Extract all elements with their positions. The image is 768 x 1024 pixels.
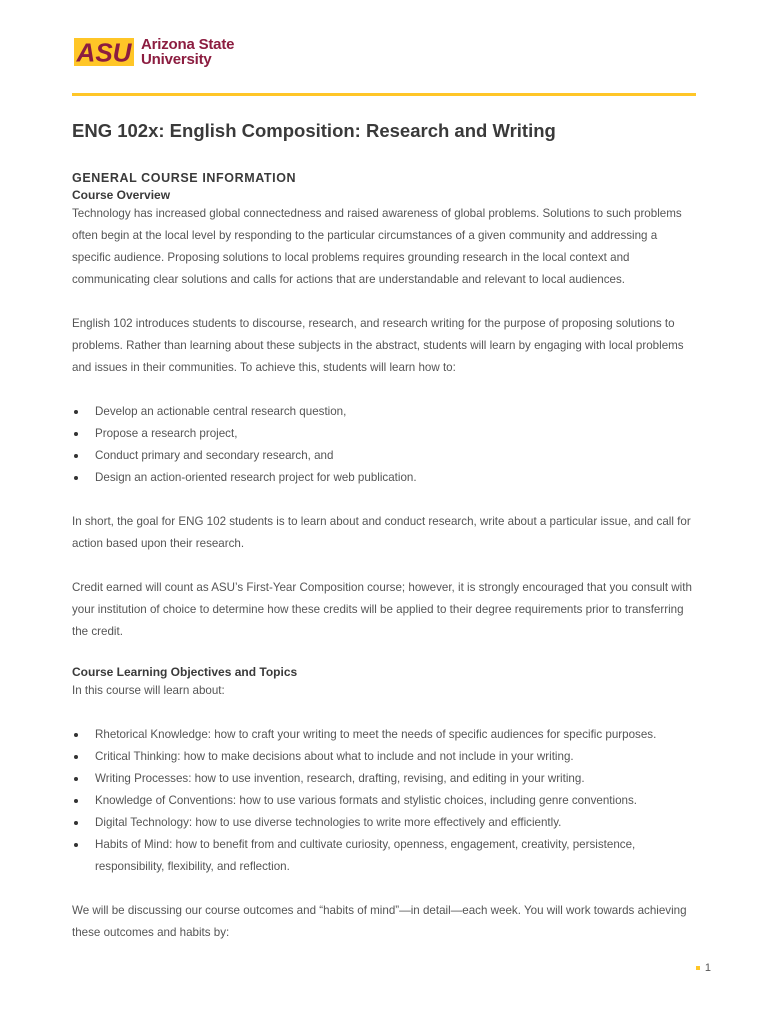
overview-paragraph-1: Technology has increased global connectedness and raised awareness of global problems. Solutions to such problems often begin at the local level by responding to the particular circumstances of a given community and addressing a specific audience. Proposing solutions to local problems requires grounding research in the local context and communicating clear solutions and calls for actions that are understandable and relevant to local audiences. [72, 207, 682, 286]
logo-mark-text: ASU [76, 37, 132, 67]
list-item: Conduct primary and secondary research, and [72, 445, 696, 467]
page-number: 1 [704, 962, 711, 974]
logo-wordmark-line2: University [141, 51, 212, 68]
list-item: Propose a research project, [72, 423, 696, 445]
asu-logo [74, 36, 234, 68]
closing-paragraph: We will be discussing our course outcomes and “habits of mind”—in detail—each week. You will work towards achieving these outcomes and habits by: [72, 904, 687, 939]
overview-paragraph-2: English 102 introduces students to discourse, research, and research writing for the purpose of proposing solutions to problems. Rather than learning about these subjects in the abstract, students will learn by engaging with local problems and issues in their communities. To achieve this, students will learn how to: [72, 317, 684, 374]
header-divider [72, 93, 696, 96]
logo-wordmark [141, 37, 234, 67]
objectives-heading: Course Learning Objectives and Topics [72, 665, 298, 679]
list-item: Rhetorical Knowledge: how to craft your writing to meet the needs of specific audiences for specific purposes. [72, 724, 696, 746]
asu-logo-mark [74, 37, 134, 67]
section-heading: GENERAL COURSE INFORMATION [72, 171, 297, 185]
list-item: Digital Technology: how to use diverse technologies to write more effectively and efficiently. [72, 812, 696, 834]
list-item: Develop an actionable central research question, [72, 401, 696, 423]
footer-marker [696, 966, 700, 970]
list-item: Knowledge of Conventions: how to use various formats and stylistic choices, including genre conventions. [72, 790, 696, 812]
page-footer [696, 962, 711, 974]
overview-bullet-list [72, 401, 696, 489]
overview-heading: Course Overview [72, 188, 171, 202]
objectives-bullet-list [72, 724, 696, 878]
goal-paragraph: In short, the goal for ENG 102 students is to learn about and conduct research, write about a particular issue, and call for action based upon their research. [72, 515, 691, 550]
credit-paragraph: Credit earned will count as ASU’s First-Year Composition course; however, it is strongly encouraged that you consult with your institution of choice to determine how these credits will be applied to their degree requirements prior to transferring the credit. [72, 581, 692, 638]
list-item: Critical Thinking: how to make decisions about what to include and not include in your writing. [72, 746, 696, 768]
logo-wordmark-line1: Arizona State [141, 36, 235, 53]
document-title: ENG 102x: English Composition: Research and Writing [72, 120, 556, 141]
list-item: Writing Processes: how to use invention, research, drafting, revising, and editing in your writing. [72, 768, 696, 790]
list-item: Design an action-oriented research project for web publication. [72, 467, 696, 489]
list-item: Habits of Mind: how to benefit from and cultivate curiosity, openness, engagement, creativity, persistence, responsibility, flexibility, and reflection. [72, 834, 696, 878]
objectives-intro: In this course will learn about: [72, 684, 225, 697]
document-body [72, 168, 696, 944]
